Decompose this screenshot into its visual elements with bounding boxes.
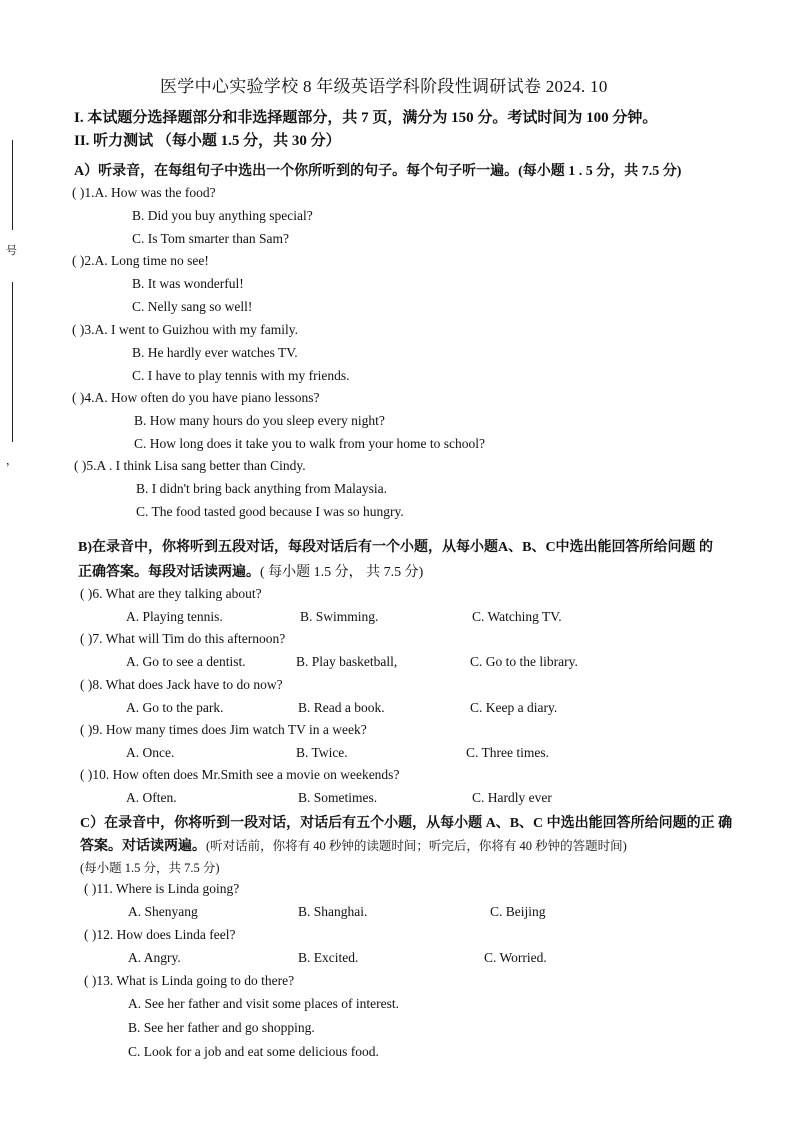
question-line: ( )2.A. Long time no see! — [72, 253, 209, 268]
section-listening-heading: II. 听力测试 （每小题 1.5 分，共 30 分） — [74, 133, 341, 149]
answer-option: B. How many hours do you sleep every night? — [134, 413, 385, 428]
answer-option: A. Shenyang — [128, 904, 198, 919]
answer-option: C. Three times. — [466, 745, 549, 760]
exam-title: 医学中心实验学校 8 年级英语学科阶段性调研试卷 2024. 10 — [160, 77, 608, 96]
answer-option: A. Go to see a dentist. — [126, 654, 246, 669]
answer-option: B. Excited. — [298, 950, 359, 965]
part-c-instruction: C）在录音中，你将听到一段对话，对话后有五个小题，从每小题 A、B、C 中选出能回答所给问题的正 确 — [80, 816, 733, 831]
part-a-instruction: A）听录音，在每组句子中选出一个你所听到的句子。每个句子听一遍。(每小题 1 . 5 分，共 7.5 分) — [74, 164, 682, 179]
answer-option: B. Sometimes. — [298, 790, 378, 805]
answer-option: C. Look for a job and eat some delicious food. — [128, 1044, 379, 1059]
part-c-score-note: (每小题 1.5 分，共 7.5 分) — [80, 861, 220, 875]
answer-option: B. Twice. — [296, 745, 348, 760]
answer-option: B. Swimming. — [300, 609, 379, 624]
answer-option: B. He hardly ever watches TV. — [132, 345, 298, 360]
answer-option: A. Angry. — [128, 950, 181, 965]
answer-option: A. Playing tennis. — [126, 609, 223, 624]
answer-option: A. Go to the park. — [126, 700, 224, 715]
answer-option: C. Go to the library. — [470, 654, 578, 669]
question-line: ( )13. What is Linda going to do there? — [84, 973, 295, 988]
answer-option: C. The food tasted good because I was so hungry. — [136, 504, 404, 519]
answer-option: C. Beijing — [490, 904, 546, 919]
answer-option: C. Keep a diary. — [470, 700, 558, 715]
part-c-time-note: (听对话前，你将有 40 秒钟的读题时间；听完后，你将有 40 秒钟的答题时间) — [206, 839, 627, 853]
answer-option: C. Hardly ever — [472, 790, 552, 805]
part-b-score-note: ( 每小题 1.5 分， 共 7.5 分) — [260, 565, 424, 580]
answer-option: B. Read a book. — [298, 700, 385, 715]
answer-option: B. Play basketball, — [296, 654, 398, 669]
question-line: ( )9. How many times does Jim watch TV in a week? — [80, 722, 367, 737]
answer-option: C. Nelly sang so well! — [132, 299, 253, 314]
question-line: ( )4.A. How often do you have piano lessons? — [72, 390, 320, 405]
question-line: ( )10. How often does Mr.Smith see a movie on weekends? — [80, 767, 400, 782]
question-line: ( )5.A . I think Lisa sang better than Cindy. — [74, 458, 306, 473]
question-line: ( )1.A. How was the food? — [72, 185, 216, 200]
answer-option: C. Is Tom smarter than Sam? — [132, 231, 290, 246]
question-line: ( )12. How does Linda feel? — [84, 927, 236, 942]
exam-notice: I. 本试题分选择题部分和非选择题部分，共 7 页，满分为 150 分。考试时间为 100 分钟。 — [74, 110, 658, 126]
answer-option: C. How long does it take you to walk from your home to school? — [134, 436, 485, 451]
part-b-instruction-note: 正确答案。每段对话读两遍。 — [78, 565, 260, 580]
question-line: ( )3.A. I went to Guizhou with my family. — [72, 322, 298, 337]
answer-option: C. Watching TV. — [472, 609, 562, 624]
binding-label-1: 号 — [6, 244, 17, 257]
part-c-instruction-line2 — [80, 835, 627, 855]
question-line: ( )6. What are they talking about? — [80, 586, 262, 601]
part-b-instruction: B)在录音中，你将听到五段对话，每段对话后有一个小题，从每小题A、B、C中选出能回答所给问题 的 — [78, 540, 714, 555]
part-b-instruction-line2 — [78, 561, 423, 581]
binding-line-middle — [12, 282, 13, 442]
answer-option: B. I didn't bring back anything from Malaysia. — [136, 481, 388, 496]
binding-label-2: ， — [6, 454, 17, 467]
answer-option: C. I have to play tennis with my friends. — [132, 368, 350, 383]
binding-line-top — [12, 140, 13, 230]
answer-option: A. See her father and visit some places of interest. — [128, 996, 400, 1011]
question-line: ( )11. Where is Linda going? — [84, 881, 240, 896]
answer-option: C. Worried. — [484, 950, 547, 965]
question-line: ( )7. What will Tim do this afternoon? — [80, 631, 286, 646]
answer-option: A. Once. — [126, 745, 175, 760]
answer-option: B. It was wonderful! — [132, 276, 244, 291]
answer-option: B. Shanghai. — [298, 904, 368, 919]
answer-option: A. Often. — [126, 790, 177, 805]
answer-option: B. Did you buy anything special? — [132, 208, 313, 223]
question-line: ( )8. What does Jack have to do now? — [80, 677, 283, 692]
answer-option: B. See her father and go shopping. — [128, 1020, 315, 1035]
part-c-instruction-note: 答案。对话读两遍。 — [80, 839, 206, 854]
